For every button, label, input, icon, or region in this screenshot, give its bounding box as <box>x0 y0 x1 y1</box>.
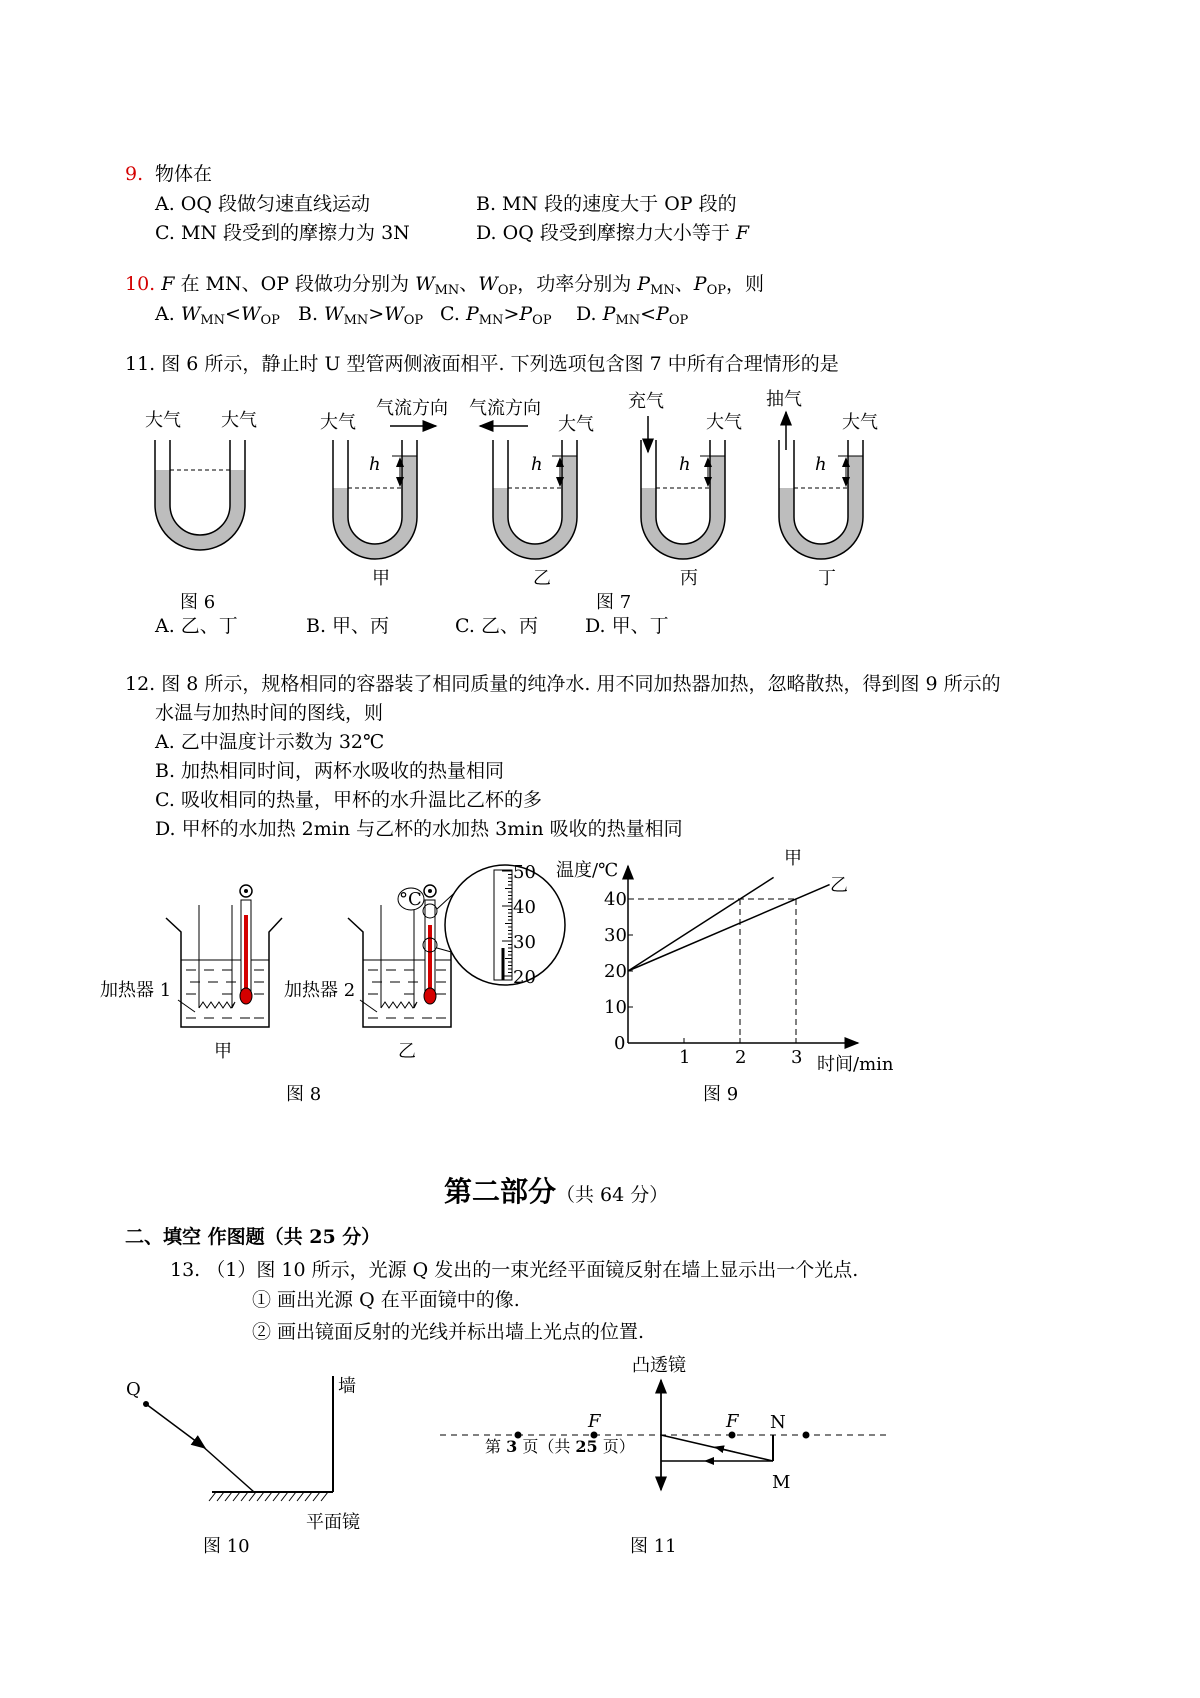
q13-step1: ① 画出光源 Q 在平面镜中的像. <box>252 1289 520 1311</box>
q13-stem: 13. （1）图 10 所示，光源 Q 发出的一束光经平面镜反射在墙上显示出一个光点. <box>170 1259 859 1281</box>
bing-charge-label: 充气 <box>628 391 664 412</box>
fig9-caption: 图 9 <box>703 1084 739 1105</box>
focus-left: F <box>588 1411 601 1432</box>
section-heading: 二、填空 作图题（共 25 分） <box>125 1226 381 1248</box>
q9-option-b: B. MN 段的速度大于 OP 段的 <box>476 193 737 215</box>
heater2-label: 加热器 2 <box>284 980 356 1001</box>
part2-heading: 第二部分（共 64 分） <box>444 1175 669 1208</box>
q12-option-a: A. 乙中温度计示数为 32℃ <box>155 731 385 753</box>
fig8-caption: 图 8 <box>286 1084 322 1105</box>
bing-atm: 大气 <box>706 412 742 433</box>
series-label-yi: 乙 <box>830 875 848 896</box>
jia-h: h <box>369 454 381 475</box>
y-tick-label-30: 30 <box>604 925 627 946</box>
q11-option-d: D. 甲、丁 <box>585 615 669 637</box>
thermometer-magnifier <box>445 865 565 985</box>
q11-option-a: A. 乙、丁 <box>155 615 238 637</box>
celsius-badge: °C <box>399 889 422 910</box>
fig6-caption: 图 6 <box>180 592 216 613</box>
y-tick-label-0: 0 <box>614 1033 626 1054</box>
ding-pump-label: 抽气 <box>766 389 802 410</box>
fig11-caption: 图 11 <box>630 1536 677 1557</box>
jia-flow-label: 气流方向 <box>376 398 448 419</box>
series-label-jia: 甲 <box>784 848 802 869</box>
jia-atm: 大气 <box>320 412 356 433</box>
q12-option-b: B. 加热相同时间，两杯水吸收的热量相同 <box>155 760 505 782</box>
wall-label: 墙 <box>338 1376 356 1397</box>
fig10-caption: 图 10 <box>203 1536 250 1557</box>
u-tube-fig6 <box>155 440 245 550</box>
q10-option-d: D. $P_{MN}<P_{OP}$ <box>576 303 689 328</box>
point-n: N <box>770 1412 786 1433</box>
bing-label: 丙 <box>680 568 698 589</box>
q13-step2: ② 画出镜面反射的光线并标出墙上光点的位置. <box>252 1321 645 1343</box>
fig7-caption: 图 7 <box>596 592 632 613</box>
q11-option-b: B. 甲、丙 <box>306 615 390 637</box>
scale-label-40: 40 <box>513 897 536 918</box>
yi-label: 乙 <box>533 568 551 589</box>
q11-stem: 11. 图 6 所示，静止时 U 型管两侧液面相平. 下列选项包含图 7 中所有合理情形的是 <box>125 353 839 375</box>
q12-option-d: D. 甲杯的水加热 2min 与乙杯的水加热 3min 吸收的热量相同 <box>155 818 683 840</box>
point-m: M <box>772 1472 791 1493</box>
beaker-yi-label: 乙 <box>398 1041 416 1062</box>
q9-option-d: D. OQ 段受到摩擦力大小等于 F <box>476 222 750 244</box>
source-q: Q <box>126 1379 141 1400</box>
scale-label-50: 50 <box>513 862 536 883</box>
q11-option-c: C. 乙、丙 <box>455 615 538 637</box>
q12-option-c: C. 吸收相同的热量，甲杯的水升温比乙杯的多 <box>155 789 542 811</box>
x-tick-label-1: 1 <box>679 1047 691 1068</box>
q9-option-c: C. MN 段受到的摩擦力为 3N <box>155 222 410 244</box>
q9-stem: 物体在 <box>155 163 213 185</box>
q12-stem-line1: 12. 图 8 所示，规格相同的容器装了相同质量的纯净水. 用不同加热器加热，忽略散热，得到图 9 所示的 <box>125 673 1001 695</box>
ding-atm: 大气 <box>842 412 878 433</box>
y-tick-label-20: 20 <box>604 961 627 982</box>
fig6-atm-right: 大气 <box>221 410 257 431</box>
yi-atm: 大气 <box>558 414 594 435</box>
x-tick-label-2: 2 <box>735 1047 747 1068</box>
q9-number: 9. <box>125 163 144 185</box>
yi-h: h <box>531 454 543 475</box>
q12-stem-line2: 水温与加热时间的图线，则 <box>155 702 384 724</box>
series-line-0 <box>628 877 774 971</box>
ding-h: h <box>815 454 827 475</box>
page-footer: 第 3 页（共 25 页） <box>485 1437 635 1456</box>
bing-h: h <box>679 454 691 475</box>
yi-flow-label: 气流方向 <box>469 398 541 419</box>
q9-option-a: A. OQ 段做匀速直线运动 <box>155 193 370 215</box>
jia-label: 甲 <box>372 568 390 589</box>
y-tick-label-40: 40 <box>604 889 627 910</box>
chart-y-label: 温度/℃ <box>556 860 619 881</box>
q10-option-c: C. $P_{MN}>P_{OP}$ <box>440 303 552 328</box>
u-tube-jia <box>333 426 436 559</box>
beaker-jia <box>166 885 282 1027</box>
heater1-label: 加热器 1 <box>100 980 172 1001</box>
u-tube-ding <box>779 412 863 559</box>
x-tick-label-3: 3 <box>791 1047 803 1068</box>
temperature-time-chart <box>604 866 858 1068</box>
ding-label: 丁 <box>818 568 836 589</box>
u-tube-yi <box>480 426 577 559</box>
q10-option-a: A. $W_{MN}<W_{OP}$ <box>155 303 280 328</box>
q10-option-b: B. $W_{MN}>W_{OP}$ <box>298 303 424 328</box>
q10-stem: 10. F 在 MN、OP 段做功分别为 $W_{MN}$、$W_{OP}$，功率分别为 $P_{MN}$、$P_{OP}$，则 <box>125 273 764 298</box>
chart-x-label: 时间/min <box>817 1054 894 1075</box>
focus-right: F <box>726 1411 739 1432</box>
mirror-label: 平面镜 <box>306 1512 360 1533</box>
scale-label-30: 30 <box>513 932 536 953</box>
y-tick-label-10: 10 <box>604 997 627 1018</box>
series-line-1 <box>628 885 830 971</box>
beaker-jia-label: 甲 <box>214 1041 232 1062</box>
u-tube-bing <box>641 416 725 559</box>
mirror-fig10 <box>143 1376 333 1501</box>
lens-label: 凸透镜 <box>632 1355 686 1376</box>
scale-label-20: 20 <box>513 967 536 988</box>
fig6-atm-left: 大气 <box>145 410 181 431</box>
